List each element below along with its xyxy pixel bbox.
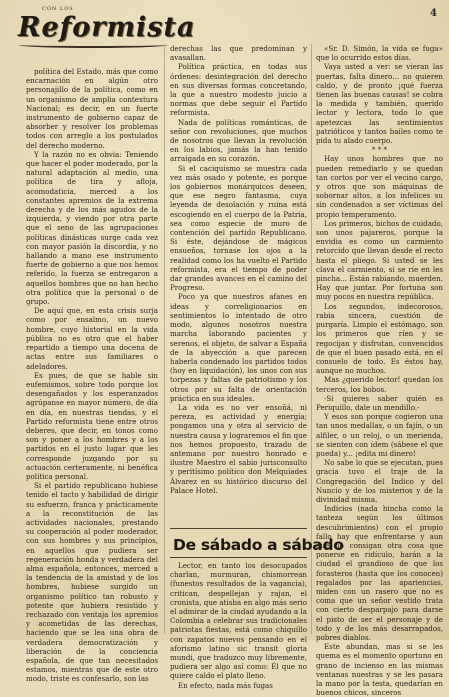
paragraph: derechas las que predominan y avasallan. bbox=[170, 44, 307, 63]
paragraph: política del Estado, más que como encarnación en algún otro personajillo de la política, como en un organismo de amplia contextura Nacional; es decir, en un fuerte instrumento de gobierno capaz de absorber y resolver los problemas todos con arreglo a los postulados del derecho moderno. bbox=[26, 67, 158, 150]
paragraph: Y esos son porque cogieron una tan unos medallas, o un fajín, o un alfiler, o un reloj, o un merienda, se sienten con ídem (sábese el que pueda) y... ¡edita mi dinero! bbox=[316, 412, 443, 458]
section-rule-top bbox=[170, 528, 307, 529]
article-column-2 bbox=[170, 44, 344, 584]
section-rule-bottom bbox=[170, 557, 307, 558]
paragraph: En efecto, nada más fugas bbox=[178, 680, 273, 690]
masthead-flourish bbox=[18, 42, 168, 48]
separator: * * * bbox=[371, 145, 388, 155]
paragraph: Si el caciquismo se muestra cada vez más osado y potente, es porque los gobiernos monárquicos deseen, que ese negro fantasma, cuya leyenda de desolación y ruina está escogiendo en el cuerpo de la Patria, sea como especie de muro de contención del partido Republicano. Si éste, dejándose de mágicos ensueños, tornase los ojos a la realidad como los ha vuelto el Partido reformista, era el tiempo de poder dar grandes avances en el camino del Progreso. bbox=[170, 163, 307, 293]
paragraph: Hay unos hombres que no pueden remediarlo y se quedan tan cortos por ver el vecino cargo, y otros que son máquinas de sobornar altos, a los infelices su sin condenados a ser víctimas del propio temperamento. bbox=[316, 154, 443, 219]
paragraph: No sabe lo que se ejecutan, pues gracia tuvo el traje de la Congregación del Indico y del Nuncio y de los misterios y de la divinidad misma. bbox=[316, 458, 443, 504]
paragraph: Política práctica, en todas sus órdenes: desintegración del derecho en sus diversas formas concretando, la que a nuestro modesto juicio a normas que debe seguir el Partido reformista. bbox=[170, 62, 307, 118]
article-column-1 bbox=[26, 67, 158, 684]
paragraph: Es pues, de que se hable sin eufemismos, sobre todo porque los desengañados y los esperanzados agrúpanse en mayor número, de día en día, en nuestras tiendas, y el Partido reformista tiene entre otros deberes, que decir, en tonos como son y poner a los hombres y a los partidos en el justo lugar que les corresponde juzgando por su actuación certeramente, ni benéfica política personal. bbox=[26, 370, 158, 481]
paragraph: Vaya usted a ver: se vieran las puertas, falta dinero... no quieren caldo, y de pronto ¡qué fuerza tienen las buenas causas! se cobra la medida y también, querido lector y lectora, todo lo que apetezcas las sentimientos patrióticos y tantos bailes como te pida tu alado cuerpo. bbox=[316, 62, 443, 146]
paragraph: La vida es no ver ensoñá, ni pereza, es actividad y energía; pongamos una y otra al servicio de nuestra causa y lograremos el fin que nos hemos propuesto, trazado de antemano por nuestro honrado e ilustre Maestro el sabio jurisconsulto y peritísimo político don Melquíades Álvarez en su histórico discurso del Palace Hotel. bbox=[170, 402, 307, 495]
paragraph: Y la razón no es obvia: Teniendo que hacer el poder moderado, por la natural adaptación al medio, una política de tira y afloja, acomodaticia, merced a los constantes apremios de la extrema derecha y de los más agudos de la izquierda, y viendo por otra parte que el seno de las agrupaciones políticas dinásticas surge cada vez con mayor pasión la discordia, y no hallando a mano ese instrumento fuerte de gobierno a que nos hemos referido, la fuerza se entregaron a aquellos hombres que no han hecho otra política que la personal o de grupo. bbox=[26, 149, 158, 307]
paragraph: Si el partido republicano hubiese tenido el tacto y habilidad de dirigir su esfuerzo, franca y prácticamente a la reconstitución de las actividades nacionales, prestando su cooperación al poder moderador, con sus hombres y sus principios, en aquellos que pudiera ser regeneración honda y verdadera del alma española, entonces, merced a la tendencia de la amistad y de los hombres, hubiese surgido un organismo político tan robusto y potente que hubiera resistido y rechazado con ventaja los apremios y acometidas de las derechas, haciendo que se lea una obra de verdadera democratización y liberación de la conciencia española, de que tan necesitados estamos, mientras que de este otro modo, triste es confesarlo, son las bbox=[26, 481, 158, 684]
paragraph: Poco ya que nuestros afanes en ideas y correligionarios en sentimientos lo intentado de otro modo, algunos nosotros nuestra marcha laborando pacientes y serenos, el objeto, de salvar a España de la abyección a que parecen haberla condenado los partidos todos (hoy en liquidación), los unos con sus torpezas y faltas de patriotismo y los otros por su falta de orientación práctica en sus ideales. bbox=[170, 292, 307, 403]
paragraph: Este abundan, mas si se les quema es el momento oportuno en grano de incienso en las mismas ventanas nuestras y se les pasara la mano por la testa, quedarían en buenos chicos, sinceros bbox=[316, 642, 443, 697]
masthead-title: Reformista bbox=[18, 12, 196, 43]
article-column-3 bbox=[316, 44, 443, 697]
page-number: 4 bbox=[430, 8, 437, 19]
paragraph: -Si quieres saber quién es Periquillo, dale un mendillo.- bbox=[316, 393, 443, 412]
masthead bbox=[18, 6, 196, 50]
paragraph: Indicios (nada hincha como la tanteza según los últimos descubrimientos) con el propio fallo hay que enfrentarse y aun que no consigan otra cosa que ponerse en ridículo, harán a la ciudad el grandioso de que los forasteros (hasta que los conocen) regalados por las apariencias, miden con un rasero que no es coma que un señor vestido trata con cierto desparpajo para darse el pisto de ser el personaje y de todo y de los más desarrapados, pobres diablos. bbox=[316, 504, 443, 642]
column-divider bbox=[164, 44, 165, 634]
paragraph: Los segundos, indecorosos, rabia sincera, cuestión de purgaría. Limpio el estómago, son los primeros que ríen y se regocijan y disfrutan, convencidos de que el buen pasado está, en el consuelo de todo. Es éstos hay, aunque no muchos. bbox=[316, 301, 443, 376]
paragraph: Mas ¿querido lector! quedan los terceros, los bobos. bbox=[316, 375, 443, 394]
section-heading: De sábado a sábado bbox=[173, 536, 344, 554]
paragraph: Los primeros, bichos de cuidado, son unos pajareros, porque la envidia es como un carmiento retorcido que llevan desde el recto hasta el pliego. Si usted se les clava el carmiento, si se ríe en les pincha... Están rabiando, muerden. Hay que juntar. Por fortuna son muy pocos en nuestra república. bbox=[316, 218, 443, 302]
paragraph: Lector, en tanto los desocupados charlan, murmuran, chismorrean (funestos resultados de la vagancia), critican, despellejan y rajan, el cronista, que atisba en algo más serio el admirar de la ciudad ayudando a la Colombia a celebrar sus tradicionales patriotas fiestas, está como chiquillo con zapatos nuevos pensando en el aforismo latino sic transit gloria mundi, que traduzco muy libremente, pudiera ser algo así como: Él que no quiere caldo el plato lleno. bbox=[170, 561, 307, 681]
paragraph: Nada de políticas románticas, de señor con revoluciones, que muchos de nosotros que llevan la revolución en los labios, jamás la han tenido arraigada en su corazón. bbox=[170, 117, 307, 164]
section-column-text bbox=[170, 561, 307, 690]
masthead-top-text: CON LOS bbox=[42, 6, 74, 12]
paragraph: «Sr. D. Simón, la vida se fuga» que lo ocurrido estos días. bbox=[316, 44, 443, 63]
paragraph: De aquí que, en esta crisis surja como por ensalmo, un nuevo hombre, cuyo historial en la vida pública no es otro que el haber repartido a tiempo una docena de actas entre sus familiares o adeladores. bbox=[26, 306, 158, 371]
